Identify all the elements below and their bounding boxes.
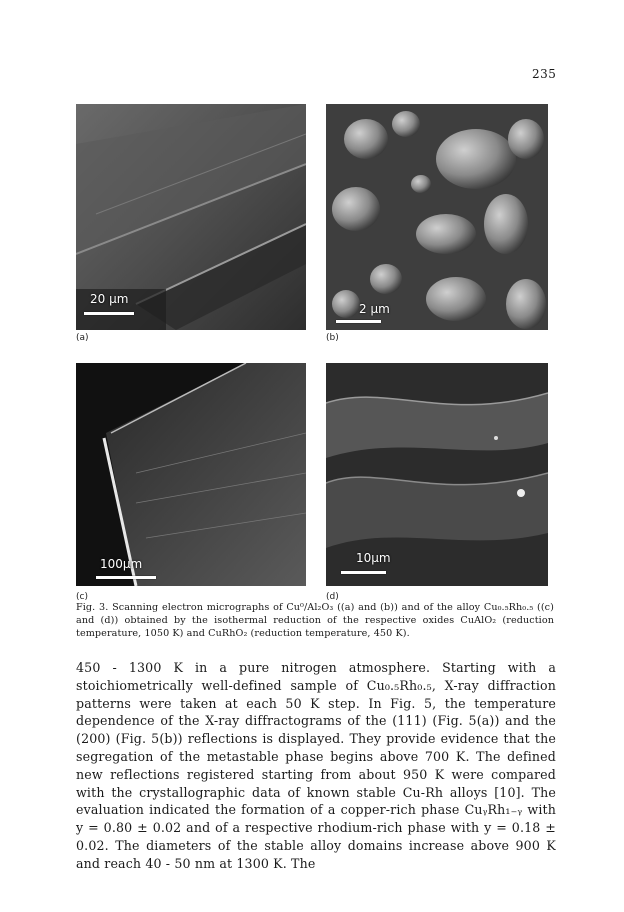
panel-label-a: (a) — [76, 333, 89, 343]
scale-label-a: 20 µm — [90, 292, 129, 306]
scale-label-c: 100µm — [100, 557, 143, 571]
panel-label-d: (d) — [326, 592, 339, 602]
micrograph-a — [76, 104, 306, 330]
scale-bar-a — [84, 312, 134, 315]
scale-label-b: 2 µm — [359, 302, 390, 316]
micrograph-d — [326, 363, 548, 586]
scale-bar-c — [96, 576, 156, 579]
page-number: 235 — [532, 67, 557, 81]
body-text — [76, 659, 556, 873]
micrograph-b — [326, 104, 548, 330]
scale-bar-b — [336, 320, 381, 323]
micrograph-c — [76, 363, 306, 586]
body-paragraph: 450 - 1300 K in a pure nitrogen atmosphere. Starting with a stoichiometrically well-defined sample of Cu₀.₅Rh₀.₅, X-ray diffraction patterns were taken at each 50 K step. In Fig. 5, the temperature dependence of the X-ray diffractograms of the (111) (Fig. 5(a)) and the (200) (Fig. 5(b)) reflections is displayed. They provide evidence that the segregation of the metastable phase begins above 700 K. The defined new reflections registered starting from about 950 K were compared with the crystallographic data of known stable Cu-Rh alloys [10]. The evaluation indicated the formation of a copper-rich phase CuᵧRh₁₋ᵧ with y = 0.80 ± 0.02 and of a respective rhodium-rich phase with y = 0.18 ± 0.02. The diameters of the stable alloy domains increase above 900 K and reach 40 - 50 nm at 1300 K. The — [76, 660, 556, 871]
scale-label-d: 10µm — [356, 551, 391, 565]
figure-caption: Fig. 3. Scanning electron micrographs of Cu⁰/Al₂O₃ ((a) and (b)) and of the alloy Cu₀.₅Rh₀.₅ ((c) and (d)) obtained by the isothermal reduction of the respective oxides CuAlO₂ (reduction temperature, 1050 K) and CuRhO₂ (reduction temperature, 450 K). — [76, 602, 554, 639]
panel-label-b: (b) — [326, 333, 339, 343]
panel-label-c: (c) — [76, 592, 88, 602]
scale-bar-d — [341, 571, 386, 574]
